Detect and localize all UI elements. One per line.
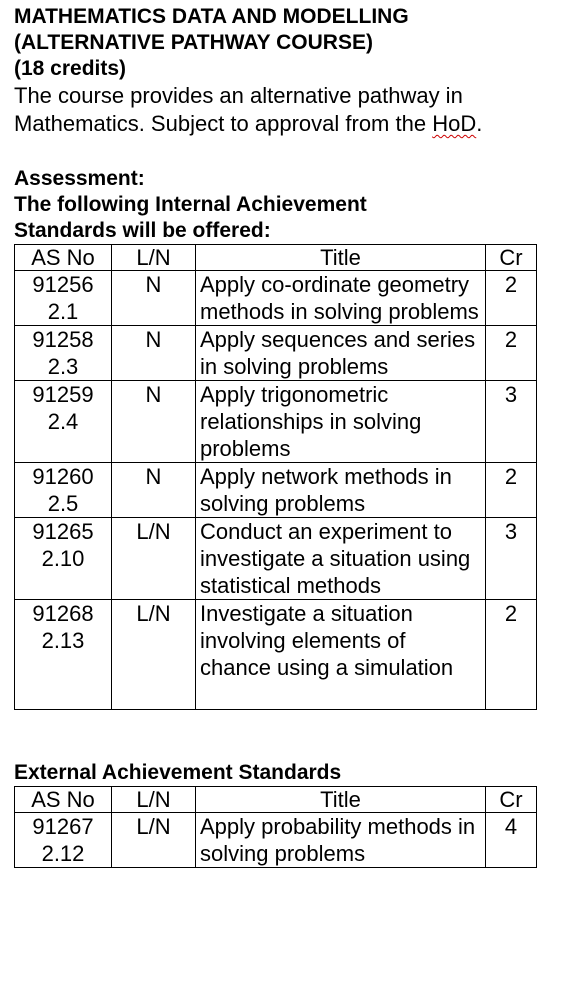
- as-number: 91259: [32, 382, 94, 407]
- as-level: 2.5: [47, 491, 79, 516]
- header-title: Title: [196, 787, 486, 813]
- ln-cell: L/N: [112, 813, 196, 868]
- assessment-heading: Assessment:: [14, 167, 145, 190]
- header-ln: L/N: [112, 787, 196, 813]
- header-ln: L/N: [112, 245, 196, 271]
- title-cell: Apply network methods in solving problems: [196, 463, 486, 518]
- external-standards-heading: External Achievement Standards: [14, 761, 342, 784]
- header-title: Title: [196, 245, 486, 271]
- ln-cell: N: [112, 326, 196, 381]
- internal-standards-heading: The following Internal Achievement Standards will be offered:: [14, 193, 367, 242]
- as-level: 2.1: [47, 299, 79, 324]
- description-text: The course provides an alternative pathway in Mathematics. Subject to approval from the: [14, 83, 463, 136]
- as-number: 91258: [32, 327, 94, 352]
- ln-cell: N: [112, 271, 196, 326]
- ln-cell: L/N: [112, 518, 196, 600]
- table-row: [15, 326, 537, 381]
- as-number-cell: [15, 326, 112, 381]
- as-number: 91256: [32, 272, 94, 297]
- as-number-cell: [15, 271, 112, 326]
- title-cell: Apply sequences and series in solving problems: [196, 326, 486, 381]
- title-cell: Apply probability methods in solving problems: [196, 813, 486, 868]
- table-row: [15, 463, 537, 518]
- as-number: 91268: [32, 601, 94, 626]
- as-number: 91260: [32, 464, 94, 489]
- table-header-row: [15, 787, 537, 813]
- as-number: 91267: [32, 814, 94, 839]
- table-header-row: [15, 245, 537, 271]
- header-cr: Cr: [486, 787, 537, 813]
- as-number-cell: [15, 813, 112, 868]
- title-cell: Conduct an experiment to investigate a situation using statistical methods: [196, 518, 486, 600]
- credits-cell: 3: [486, 381, 537, 463]
- as-level: 2.3: [47, 354, 79, 379]
- as-level: 2.13: [41, 628, 85, 653]
- title-cell: Apply co-ordinate geometry methods in solving problems: [196, 271, 486, 326]
- header-as-no: AS No: [15, 787, 112, 813]
- as-level: 2.4: [47, 409, 79, 434]
- course-title-line2: (ALTERNATIVE PATHWAY COURSE): [14, 31, 373, 54]
- course-credits: (18 credits): [14, 57, 127, 80]
- ln-cell: N: [112, 463, 196, 518]
- as-number-cell: [15, 600, 112, 710]
- as-level: 2.10: [41, 546, 85, 571]
- title-cell: Apply trigonometric relationships in solving problems: [196, 381, 486, 463]
- as-number-cell: [15, 381, 112, 463]
- header-as-no: AS No: [15, 245, 112, 271]
- table-row: [15, 271, 537, 326]
- ln-cell: L/N: [112, 600, 196, 710]
- table-row: [15, 518, 537, 600]
- course-description: [14, 82, 559, 138]
- table-row: [15, 381, 537, 463]
- internal-standards-table: [14, 244, 537, 710]
- credits-cell: 2: [486, 326, 537, 381]
- course-document: [14, 4, 559, 868]
- external-standards-table: [14, 786, 537, 868]
- header-cr: Cr: [486, 245, 537, 271]
- as-number-cell: [15, 463, 112, 518]
- description-hod: HoD: [432, 111, 477, 136]
- credits-cell: 3: [486, 518, 537, 600]
- table-row: [15, 813, 537, 868]
- credits-cell: 2: [486, 271, 537, 326]
- course-title-line1: MATHEMATICS DATA AND MODELLING: [14, 5, 409, 28]
- credits-cell: 4: [486, 813, 537, 868]
- as-number: 91265: [32, 519, 94, 544]
- as-number-cell: [15, 518, 112, 600]
- description-end: .: [476, 111, 483, 136]
- title-cell: Investigate a situation involving elements of chance using a simulation: [196, 600, 486, 710]
- credits-cell: 2: [486, 463, 537, 518]
- ln-cell: N: [112, 381, 196, 463]
- as-level: 2.12: [41, 841, 85, 866]
- table-row: [15, 600, 537, 710]
- credits-cell: 2: [486, 600, 537, 710]
